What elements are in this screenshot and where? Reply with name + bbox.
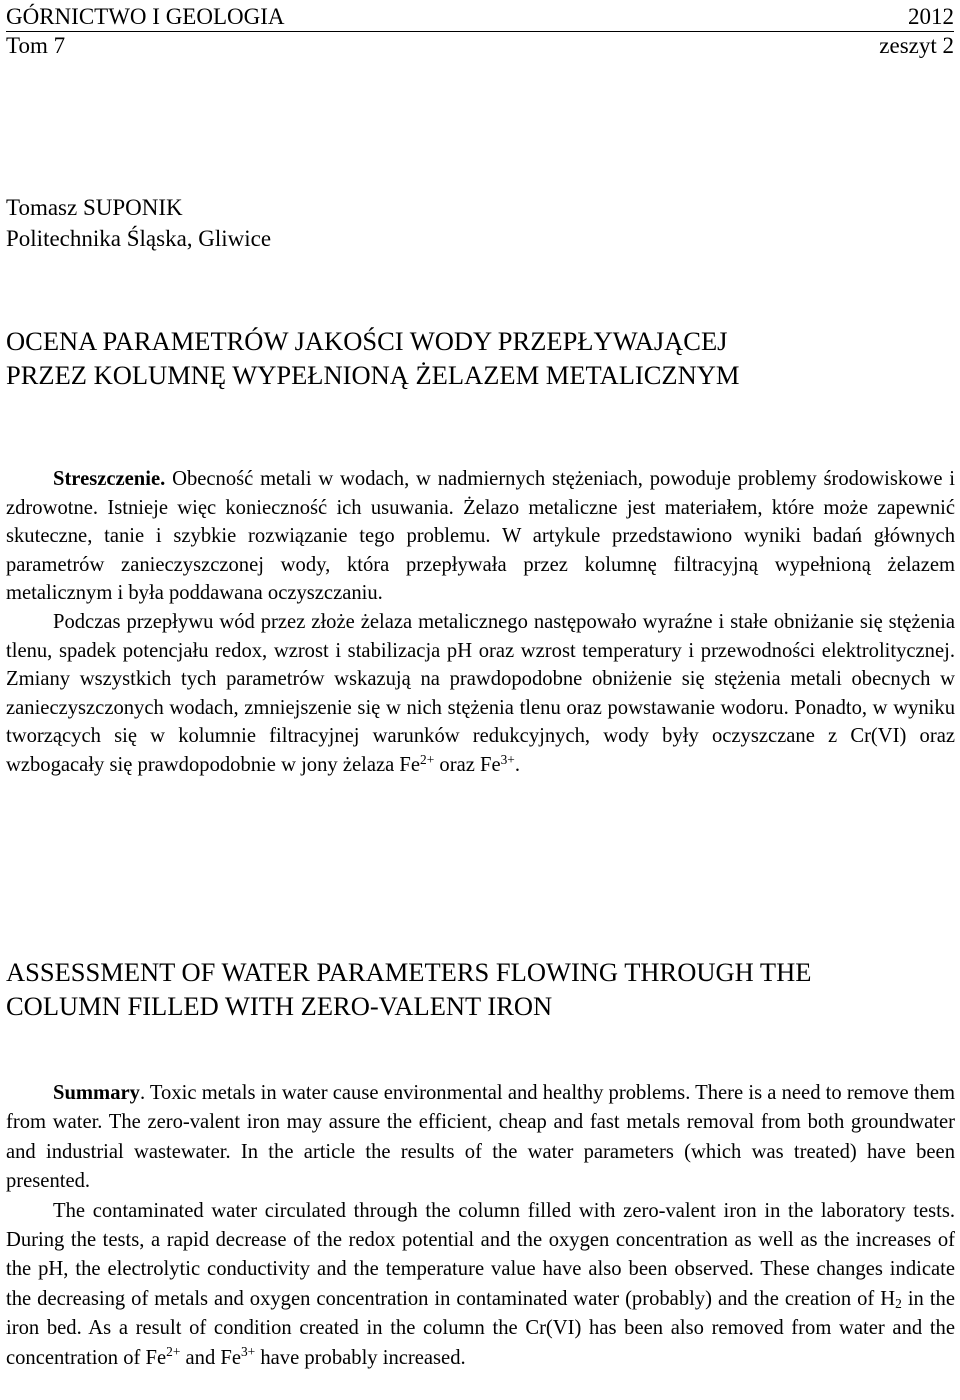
- superscript: 3+: [240, 1344, 256, 1360]
- abstract-english-paragraph-1: [6, 1079, 955, 1197]
- title-english: [6, 955, 811, 1023]
- abstract-english-p2-a: The contaminated water circulated through the column filled with zero-valent iron in the laboratory tests. During the tests, a rapid decrease of the redox potential and the oxygen concentration as well as the increases of the pH, the electrolytic conductivity and the temperature value have also been observed. These changes indicate the decreasing of metals and oxygen concentration in contaminated water (probably) and the creation of H: [6, 1199, 955, 1310]
- abstract-polish-paragraph-2: [6, 608, 955, 780]
- superscript: 2+: [166, 1344, 181, 1360]
- superscript: 2+: [420, 751, 435, 767]
- abstract-polish-paragraph-1: [6, 465, 955, 608]
- journal-issue: zeszyt 2: [879, 33, 954, 58]
- journal-header: [6, 4, 954, 32]
- author-name: Tomasz SUPONIK: [6, 195, 183, 220]
- title-english-line2: COLUMN FILLED WITH ZERO-VALENT IRON: [6, 991, 553, 1021]
- title-polish-line1: OCENA PARAMETRÓW JAKOŚCI WODY PRZEPŁYWAJĄCEJ: [6, 326, 728, 356]
- abstract-english-p2-d: have probably increased.: [255, 1346, 466, 1369]
- abstract-english-p2-b: in the iron bed. As a result of condition created in the column the Cr(VI) has been also removed from water and the concentration of Fe: [6, 1287, 955, 1369]
- abstract-polish-p1-text: Obecność metali w wodach, w nadmiernych stężeniach, powoduje problemy środowiskowe i zdrowotne. Istnieje więc konieczność ich usuwania. Żelazo metaliczne jest materiałem, które może zapewnić skuteczne, tanie i szybkie rozwiązanie tego problemu. W artykule przedstawiono wyniki badań głównych parametrów zanieczyszczonej wody, która przepływała przez kolumnę filtracyjną wypełnioną żelazem metalicznym i była poddawana oczyszczaniu.: [6, 468, 955, 605]
- abstract-polish-p2-mid: oraz Fe: [434, 753, 501, 776]
- title-polish-line2: PRZEZ KOLUMNĘ WYPEŁNIONĄ ŻELAZEM METALICZNYM: [6, 360, 740, 390]
- abstract-english-p1-text: . Toxic metals in water cause environmental and healthy problems. There is a need to remove them from water. The zero-valent iron may assure the efficient, cheap and fast metals removal from both groundwater and industrial wastewater. In the article the results of the water parameters (which was treated) have been presented.: [6, 1082, 955, 1193]
- superscript: 3+: [500, 751, 515, 767]
- author-affiliation: Politechnika Śląska, Gliwice: [6, 226, 272, 251]
- abstract-english-p2-c: and Fe: [180, 1346, 241, 1369]
- title-polish: [6, 324, 739, 392]
- abstract-polish-label: Streszczenie.: [53, 468, 166, 490]
- journal-year: 2012: [908, 4, 954, 29]
- subscript: 2: [895, 1296, 902, 1312]
- abstract-english-paragraph-2: [6, 1197, 955, 1373]
- journal-subheader: [6, 33, 954, 59]
- abstract-polish-p2-text: Podczas przepływu wód przez złoże żelaza metalicznego następowało wyraźne i stałe obniżanie się stężenia tlenu, spadek potencjału redox, wzrost i stabilizacja pH oraz wzrost temperatury i przewodności elektrolitycznej. Zmiany wszystkich tych parametrów wskazują na prawdopodobne obniżenie się stężenia metali obecnych w zanieczyszczonych wodach, zmniejszenie się w nich stężenia tlenu oraz powstawanie wodoru. Ponadto, w wyniku tworzących się w kolumnie filtracyjnej warunków redukcyjnych, wody były oczyszczane z Cr(VI) oraz wzbogacały się prawdopodobnie w jony żelaza Fe: [6, 610, 955, 776]
- abstract-polish-p2-end: .: [514, 753, 520, 776]
- journal-volume: Tom 7: [6, 33, 66, 58]
- title-english-line1: ASSESSMENT OF WATER PARAMETERS FLOWING THROUGH THE: [6, 957, 812, 987]
- abstract-polish: [6, 465, 955, 780]
- abstract-english-label: Summary: [53, 1082, 140, 1104]
- journal-name: GÓRNICTWO I GEOLOGIA: [6, 4, 285, 29]
- abstract-english: [6, 1079, 955, 1373]
